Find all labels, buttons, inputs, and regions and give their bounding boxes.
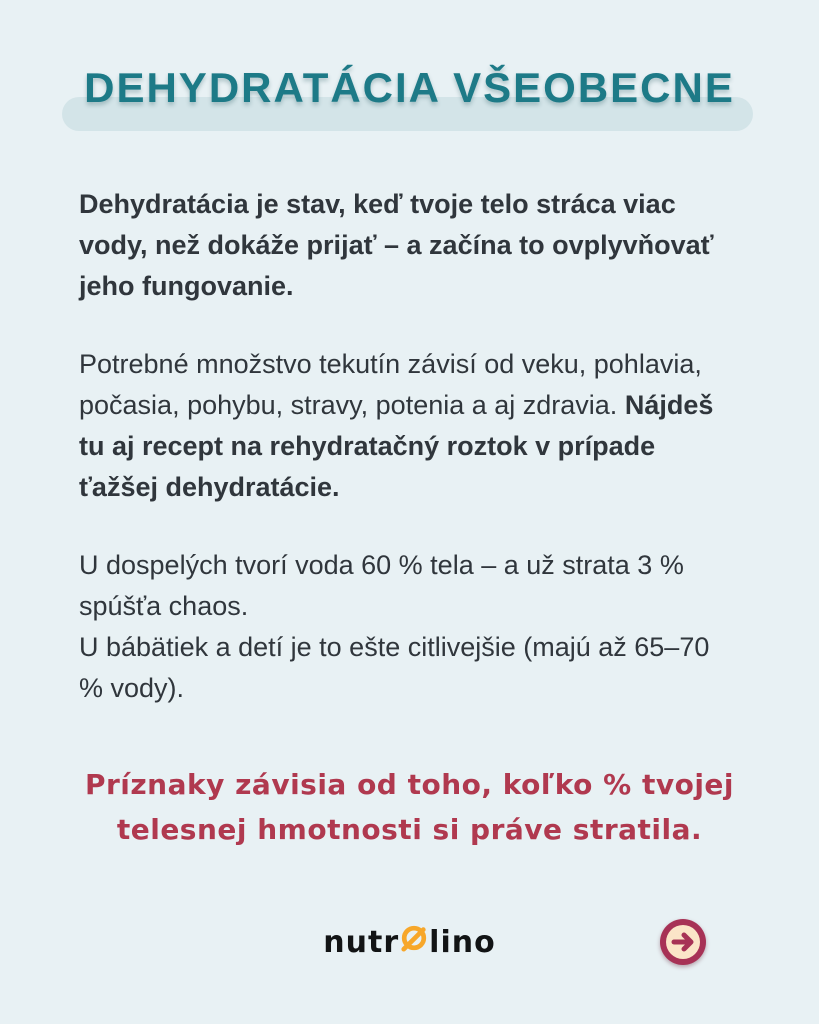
fluids-paragraph-bold: Nájdeš tu aj recept na rehydratačný roztok v prípade ťažšej dehydratácie. [79,390,714,502]
page-title: DEHYDRATÁCIA VŠEOBECNE [84,64,735,111]
footer [0,914,819,970]
symptoms-highlight-text: Príznaky závisia od toho, koľko % tvojej telesnej hmotnosti si práve stratila. [84,768,735,846]
water-percentage-paragraph [79,545,740,709]
water-percentage-line-babies: U bábätiek a detí je to ešte citlivejšie (majú až 65–70 % vody). [79,632,710,703]
fluids-paragraph [79,344,740,508]
arrow-right-icon [659,954,707,969]
header [0,62,819,132]
next-arrow-button[interactable] [659,918,707,966]
logo-text-after-e: lino [429,924,496,960]
logo-text-before-e: nutr [323,924,400,960]
water-percentage-line-adults: U dospelých tvorí voda 60 % tela – a už strata 3 % spúšťa chaos. [79,550,684,621]
content [0,184,819,852]
intro-paragraph: Dehydratácia je stav, keď tvoje telo stráca viac vody, než dokáže prijať – a začína to ovplyvňovať jeho fungovanie. [79,189,714,301]
fluids-paragraph-regular: Potrebné množstvo tekutín závisí od veku, pohlavia, počasia, pohybu, stravy, potenia a aj zdravia. [79,349,702,420]
logo-e-icon [400,924,428,960]
